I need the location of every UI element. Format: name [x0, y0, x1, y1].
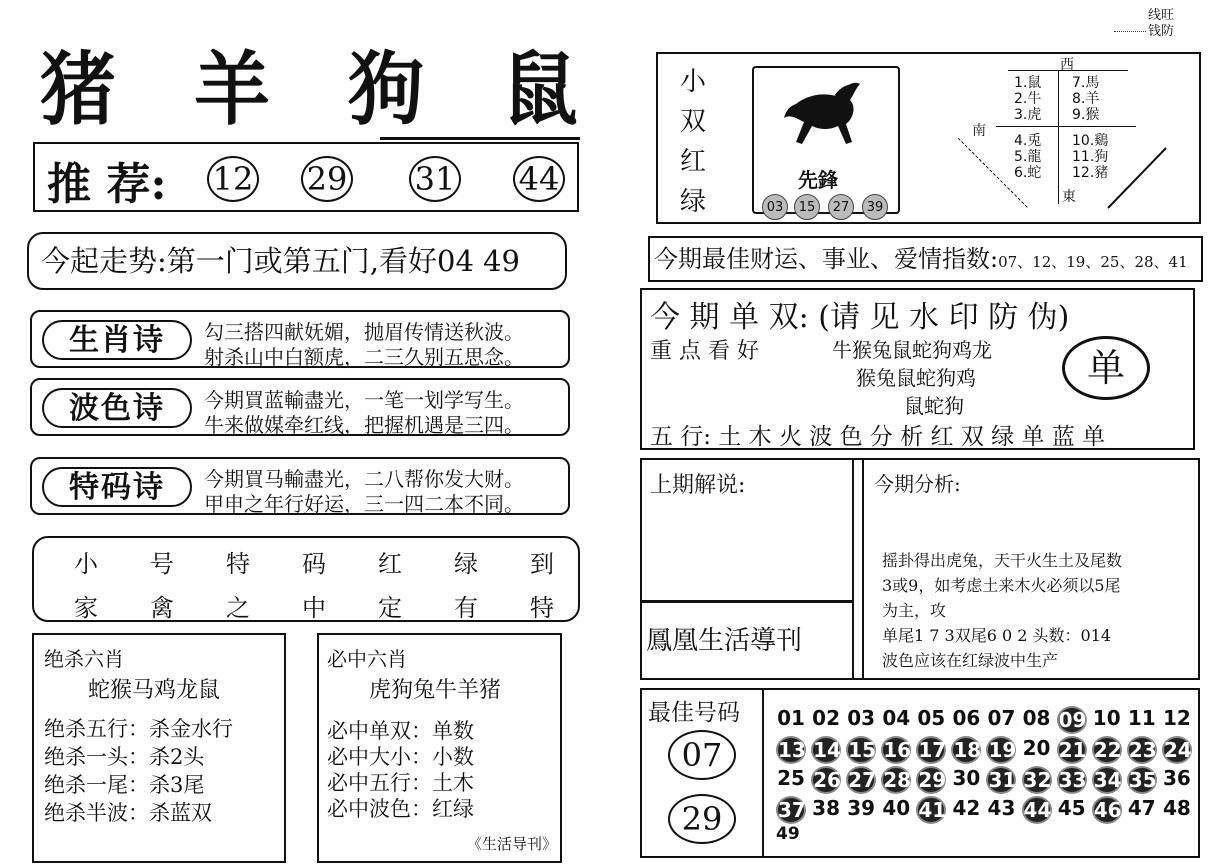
grid-char: 禽 [150, 594, 174, 622]
analysis-box [640, 458, 1200, 680]
xiaoshuang-box [656, 52, 1201, 224]
best-index-box [648, 236, 1203, 282]
poem-line: 今期買蓝輸盡光，一笔一划学写生。 [204, 388, 524, 412]
poem-label: 生肖诗 [42, 320, 192, 360]
kill-six-box [32, 633, 286, 863]
best-numbers-box [640, 688, 1200, 858]
must-six-box [317, 633, 562, 863]
pick-circle: 29 [668, 794, 736, 844]
number-row [776, 706, 1192, 734]
poem-line: 勾三搭四献妩媚，抛眉传情送秋波。 [204, 320, 524, 344]
lottery-number: 20 [1022, 736, 1051, 760]
lottery-number: 29 [918, 768, 947, 792]
page-title [40, 28, 580, 136]
dan-badge: 单 [1062, 336, 1150, 400]
grid-char: 小 [74, 550, 98, 578]
grid-char: 特 [530, 594, 554, 622]
recommend-number: 12 [207, 156, 259, 202]
lottery-number: 32 [1023, 768, 1052, 792]
poem-line: 今期買马輸盡光，二八帮你发大财。 [204, 467, 524, 491]
best-index-label: 今期最佳财运、事业、爱情指数: [654, 245, 999, 273]
lottery-number: 22 [1093, 738, 1122, 762]
recommend-number: 29 [301, 156, 353, 202]
poem-line: 牛来做媒牵红线，把握机遇是三四。 [204, 413, 524, 437]
lottery-number: 05 [917, 706, 946, 730]
lottery-number: 17 [918, 738, 947, 762]
poem-label: 特码诗 [42, 467, 192, 507]
top-right-note [1148, 8, 1174, 40]
lottery-number: 45 [1057, 796, 1086, 820]
analysis-label: 今期分析: [874, 472, 961, 496]
grid-char: 到 [530, 550, 554, 578]
poem-line: 甲申之年行好运，三一四二本不同。 [204, 492, 524, 516]
number-row [776, 766, 1192, 794]
grid-char: 绿 [454, 550, 478, 578]
zodiac-item: 4.兎 [1014, 133, 1042, 149]
lottery-number: 26 [813, 768, 841, 792]
lottery-number: 37 [778, 798, 806, 822]
grid-char: 中 [302, 594, 326, 622]
kill-item: 绝杀五行：杀金水行 [44, 717, 233, 741]
number-ball: 39 [862, 194, 888, 220]
must-item: 必中五行：土木 [327, 771, 474, 795]
lottery-number: 31 [988, 768, 1017, 792]
lottery-number: 13 [778, 738, 806, 762]
recommend-number: 44 [513, 156, 565, 202]
lottery-number: 10 [1092, 706, 1121, 730]
char-grid-box [32, 536, 580, 622]
must-title: 必中六肖 [327, 647, 407, 671]
analysis-line: 单尾1 7 3双尾6 0 2 头数：014 [882, 626, 1112, 645]
lottery-number: 25 [777, 766, 805, 790]
char-grid-row [74, 588, 554, 623]
lottery-number: 41 [918, 798, 947, 822]
poem-line: 射杀山中白额虎，二三久别五思念。 [204, 345, 524, 369]
number-ball: 03 [762, 194, 788, 220]
lottery-number: 02 [812, 706, 840, 730]
lottery-number: 30 [952, 766, 981, 790]
grid-char: 家 [74, 594, 98, 622]
zodiac-item: 9.猴 [1072, 107, 1100, 123]
char-grid-row [74, 544, 554, 579]
title-char: 羊 [194, 42, 272, 136]
recommend-label: 推 荐: [47, 159, 167, 210]
note-dots [1114, 31, 1146, 32]
wuxing-line: 五 行: 土 木 火 波 色 分 析 红 双 绿 单 蓝 单 [650, 424, 1106, 450]
zodiac-item: 8.羊 [1072, 91, 1100, 107]
vertical-labels [678, 62, 708, 222]
title-char: 猪 [40, 42, 118, 136]
number-ball: 15 [794, 194, 820, 220]
danshuang-title: 今 期 单 双: (请 见 水 印 防 伪) [650, 300, 1070, 335]
lottery-number: 36 [1162, 766, 1191, 790]
kill-title: 绝杀六肖 [44, 647, 124, 671]
horse-icon [776, 74, 876, 152]
vertical-char: 小 [679, 67, 706, 97]
poem-zodiac [30, 310, 570, 368]
compass-line [1008, 70, 1128, 71]
number-ball: 27 [828, 194, 854, 220]
grid-char: 之 [226, 594, 250, 622]
kill-item: 绝杀一尾：杀3尾 [44, 773, 205, 797]
lottery-number: 01 [777, 706, 805, 730]
lottery-number: 08 [1022, 706, 1051, 730]
poem-special [30, 457, 570, 515]
vertical-char: 红 [679, 147, 706, 177]
kill-item: 绝杀一头：杀2头 [44, 745, 205, 769]
analysis-line: 摇卦得出虎兔，天干火生土及尾数 [882, 551, 1123, 570]
grid-char: 有 [454, 594, 478, 622]
zodiac-item: 1.鼠 [1014, 75, 1042, 91]
lottery-number: 38 [812, 796, 840, 820]
zodiac-item: 10.鷄 [1072, 133, 1109, 149]
zodiac-item: 3.虎 [1014, 107, 1042, 123]
best-numbers-label: 最佳号码 [648, 700, 740, 726]
lottery-number: 11 [1127, 706, 1156, 730]
zodiac-item: 12.豬 [1072, 165, 1109, 181]
lottery-number: 34 [1093, 768, 1122, 792]
focus-line: 鼠蛇狗 [904, 394, 964, 418]
lottery-number: 18 [953, 738, 982, 762]
title-char: 鼠 [502, 42, 580, 136]
lottery-number: 47 [1127, 796, 1156, 820]
kill-animals: 蛇猴马鸡龙鼠 [88, 678, 221, 703]
trend-box: 今起走势:第一门或第五门,看好04 49 [27, 232, 567, 290]
analysis-line: 3或9，如考虑土来木火必须以5尾 [882, 576, 1121, 595]
lottery-number: 33 [1058, 768, 1087, 792]
grid-char: 号 [150, 550, 174, 578]
lottery-number: 03 [847, 706, 876, 730]
lottery-number: 46 [1093, 798, 1122, 822]
must-item: 必中大小：小数 [327, 745, 474, 769]
lottery-number: 40 [882, 796, 911, 820]
brand-label: 鳳凰生活導刊 [646, 626, 803, 656]
divider [762, 690, 764, 856]
number-row [776, 796, 1192, 824]
vertical-char: 双 [679, 107, 706, 137]
best-index-numbers: 07、12、19、25、28、41 [998, 253, 1188, 271]
analysis-text [882, 548, 1122, 673]
must-animals: 虎狗兔牛羊猪 [369, 678, 502, 703]
number-row [776, 736, 1192, 764]
compass-diagonals [958, 134, 1178, 214]
lottery-number: 24 [1163, 738, 1192, 762]
analysis-line: 波色应该在红绿波中生产 [882, 651, 1059, 670]
compass-east: 東 [1062, 189, 1076, 205]
recommend-number: 31 [409, 156, 461, 202]
title-char: 狗 [348, 42, 426, 136]
focus-line: 猴兔鼠蛇狗鸡 [856, 366, 976, 390]
pick-circle: 07 [668, 730, 736, 780]
kill-item: 绝杀半波：杀蓝双 [44, 801, 212, 825]
must-item: 必中波色：红绿 [327, 797, 474, 821]
lottery-number: 09 [1058, 708, 1087, 732]
lottery-number: 07 [987, 706, 1016, 730]
note-line: 线旺 [1148, 8, 1175, 23]
zodiac-item: 7.馬 [1072, 75, 1100, 91]
lottery-number: 16 [883, 738, 912, 762]
lottery-number: 21 [1058, 738, 1087, 762]
zodiac-item: 2.牛 [1014, 91, 1042, 107]
source-label: 《生活导刊》 [467, 835, 558, 853]
zodiac-item: 5.龍 [1014, 149, 1042, 165]
tail-number: 49 [776, 824, 800, 844]
lottery-number: 23 [1128, 738, 1157, 762]
must-item: 必中单双：单数 [327, 719, 474, 743]
last-period-label: 上期解说: [650, 473, 746, 498]
focus-label: 重 点 看 好 [650, 339, 759, 364]
lottery-number: 14 [813, 738, 841, 762]
lottery-number: 27 [848, 768, 876, 792]
focus-line: 牛猴兔鼠蛇狗鸡龙 [832, 338, 992, 362]
poem-color [30, 378, 570, 436]
recommend-box [33, 142, 579, 212]
danshuang-box [640, 288, 1195, 450]
note-line: 钱防 [1148, 24, 1175, 39]
lottery-number: 35 [1128, 768, 1157, 792]
vertical-char: 绿 [679, 187, 706, 217]
lottery-number: 06 [952, 706, 981, 730]
lottery-number: 12 [1162, 706, 1191, 730]
title-underline [380, 137, 580, 140]
zodiac-item: 6.蛇 [1014, 165, 1042, 181]
lottery-number: 43 [987, 796, 1016, 820]
lottery-number: 44 [1023, 798, 1052, 822]
divider [852, 460, 864, 678]
compass-west: 西 [1060, 57, 1074, 73]
grid-char: 码 [302, 550, 326, 578]
lottery-number: 39 [847, 796, 876, 820]
horse-box [752, 66, 900, 214]
lottery-number: 19 [988, 738, 1017, 762]
grid-char: 特 [226, 550, 250, 578]
lottery-number: 42 [952, 796, 981, 820]
poem-label: 波色诗 [42, 388, 192, 428]
lottery-number: 48 [1162, 796, 1191, 820]
grid-char: 定 [378, 594, 402, 622]
xianfeng-label: 先鋒 [798, 168, 838, 192]
compass-line [996, 126, 1136, 127]
grid-char: 红 [378, 550, 402, 578]
analysis-line: 为主，攻 [882, 601, 947, 620]
lottery-number: 15 [848, 738, 876, 762]
divider [642, 600, 852, 603]
lottery-number: 04 [882, 706, 911, 730]
zodiac-item: 11.狗 [1072, 149, 1109, 165]
compass-south: 南 [972, 123, 986, 139]
lottery-number: 28 [883, 768, 912, 792]
